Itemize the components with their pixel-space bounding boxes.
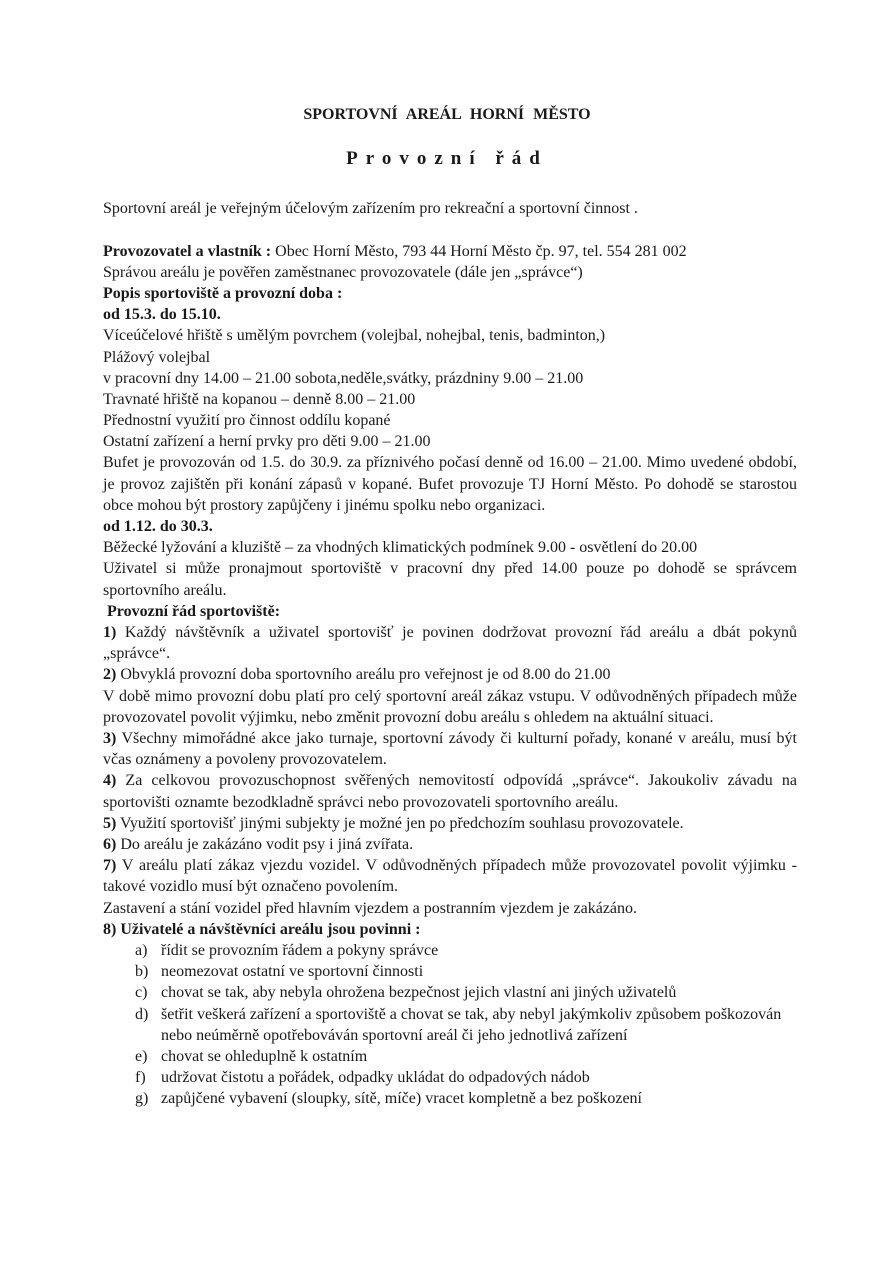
- rule-2-continuation: V době mimo provozní dobu platí pro celý sportovní areál zákaz vstupu. V odůvodněných případech může provozovatel povolit výjimku, nebo změnit provozní dobu areálu s ohledem na aktuální situaci.: [103, 687, 797, 726]
- rule-3: 3) Všechny mimořádné akce jako turnaje, sportovní závody či kulturní pořady, konané v areálu, musí být včas oznámeny a povoleny provozovatelem.: [103, 730, 797, 769]
- obligation-item: d) šetřit veškerá zařízení a sportoviště a chovat se tak, aby nebyl jakýmkoliv způsobem poškozován nebo neúměrně opotřebováván sportovní areál či jeho jednotlivá zařízení: [135, 1005, 782, 1044]
- season2-heading: od 1.12. do 30.3.: [103, 518, 213, 536]
- rule-7-continuation: Zastavení a stání vozidel před hlavním vjezdem a postranním vjezdem je zakázáno.: [103, 899, 638, 917]
- spacer: [103, 219, 797, 240]
- season1-line: v pracovní dny 14.00 – 21.00 sobota,neděle,svátky, prázdniny 9.00 – 21.00: [103, 369, 584, 387]
- obligation-item: a) řídit se provozním řádem a pokyny správce: [135, 942, 439, 959]
- rental-paragraph: Uživatel si může pronajmout sportoviště v pracovní dny před 14.00 pouze po dohodě se správcem sportovního areálu.: [103, 560, 797, 599]
- rule-4: 4) Za celkovou provozuschopnost svěřených nemovitostí odpovídá „správce“. Jakoukoliv závadu na sportovišti oznamte bezodkladně správci nebo provozovateli sportovního areálu.: [103, 772, 797, 811]
- document-title: SPORTOVNÍ AREÁL HORNÍ MĚSTO: [303, 106, 591, 123]
- operator-label: Provozovatel a vlastník :: [103, 242, 272, 260]
- document-subtitle: Provozní řád: [346, 148, 548, 169]
- obligation-item: c) chovat se tak, aby nebyla ohrožena bezpečnost jejich vlastní ani jiných uživatelů: [135, 984, 677, 1002]
- obligation-item: g) zapůjčené vybavení (sloupky, sítě, míče) vracet kompletně a bez poškození: [135, 1090, 642, 1108]
- season1-line: Víceúčelové hřiště s umělým povrchem (volejbal, nohejbal, tenis, badminton,): [103, 327, 606, 345]
- operator-line: [103, 241, 797, 262]
- rules-heading: Provozní řád sportoviště:: [107, 602, 281, 620]
- admin-line: Správou areálu je pověřen zaměstnanec provozovatele (dále jen „správce“): [103, 263, 583, 281]
- obligation-item: f) udržovat čistotu a pořádek, odpadky ukládat do odpadových nádob: [135, 1069, 590, 1087]
- operator-value: Obec Horní Město, 793 44 Horní Město čp. 97, tel. 554 281 002: [271, 242, 687, 260]
- buffet-paragraph: Bufet je provozován od 1.5. do 30.9. za příznivého počasí denně od 16.00 – 21.00. Mimo uvedené období, je provoz zajištěn při konání zápasů v kopané. Bufet provozuje TJ Horní Město. Po dohodě se starostou obce mohou být prostory zapůjčeny i jinému spolku nebo organizaci.: [103, 454, 797, 514]
- obligation-item: b) neomezovat ostatní ve sportovní činnosti: [135, 963, 424, 981]
- rule-2: 2) Obvyklá provozní doba sportovního areálu pro veřejnost je od 8.00 do 21.00: [103, 666, 611, 684]
- description-heading: Popis sportoviště a provozní doba :: [103, 284, 343, 302]
- rule-1: 1) Každý návštěvník a uživatel sportovišť je povinen dodržovat provozní řád areálu a dbát pokynů „správce“.: [103, 624, 797, 663]
- season1-heading: od 15.3. do 15.10.: [103, 306, 221, 324]
- intro-paragraph: Sportovní areál je veřejným účelovým zařízením pro rekreační a sportovní činnost .: [103, 200, 638, 217]
- document-body: [103, 198, 797, 1110]
- season1-line: Travnaté hřiště na kopanou – denně 8.00 – 21.00: [103, 390, 416, 408]
- season2-line: Běžecké lyžování a kluziště – za vhodných klimatických podmínek 9.00 - osvětlení do 20.00: [103, 539, 698, 557]
- season1-line: Plážový volejbal: [103, 348, 211, 366]
- rule-6: 6) Do areálu je zakázáno vodit psy i jiná zvířata.: [103, 836, 414, 854]
- rule-7: 7) V areálu platí zákaz vjezdu vozidel. V odůvodněných případech může provozovatel povolit výjimku - takové vozidlo musí být označeno povolením.: [103, 857, 797, 896]
- rule-8-heading: 8) Uživatelé a návštěvníci areálu jsou povinni :: [103, 920, 421, 938]
- obligation-item: e) chovat se ohleduplně k ostatním: [135, 1047, 368, 1065]
- rule-5: 5) Využití sportovišť jinými subjekty je možné jen po předchozím souhlasu provozovatele.: [103, 814, 684, 832]
- season1-line: Ostatní zařízení a herní prvky pro děti 9.00 – 21.00: [103, 433, 431, 451]
- season1-line: Přednostní využití pro činnost oddílu kopané: [103, 412, 391, 430]
